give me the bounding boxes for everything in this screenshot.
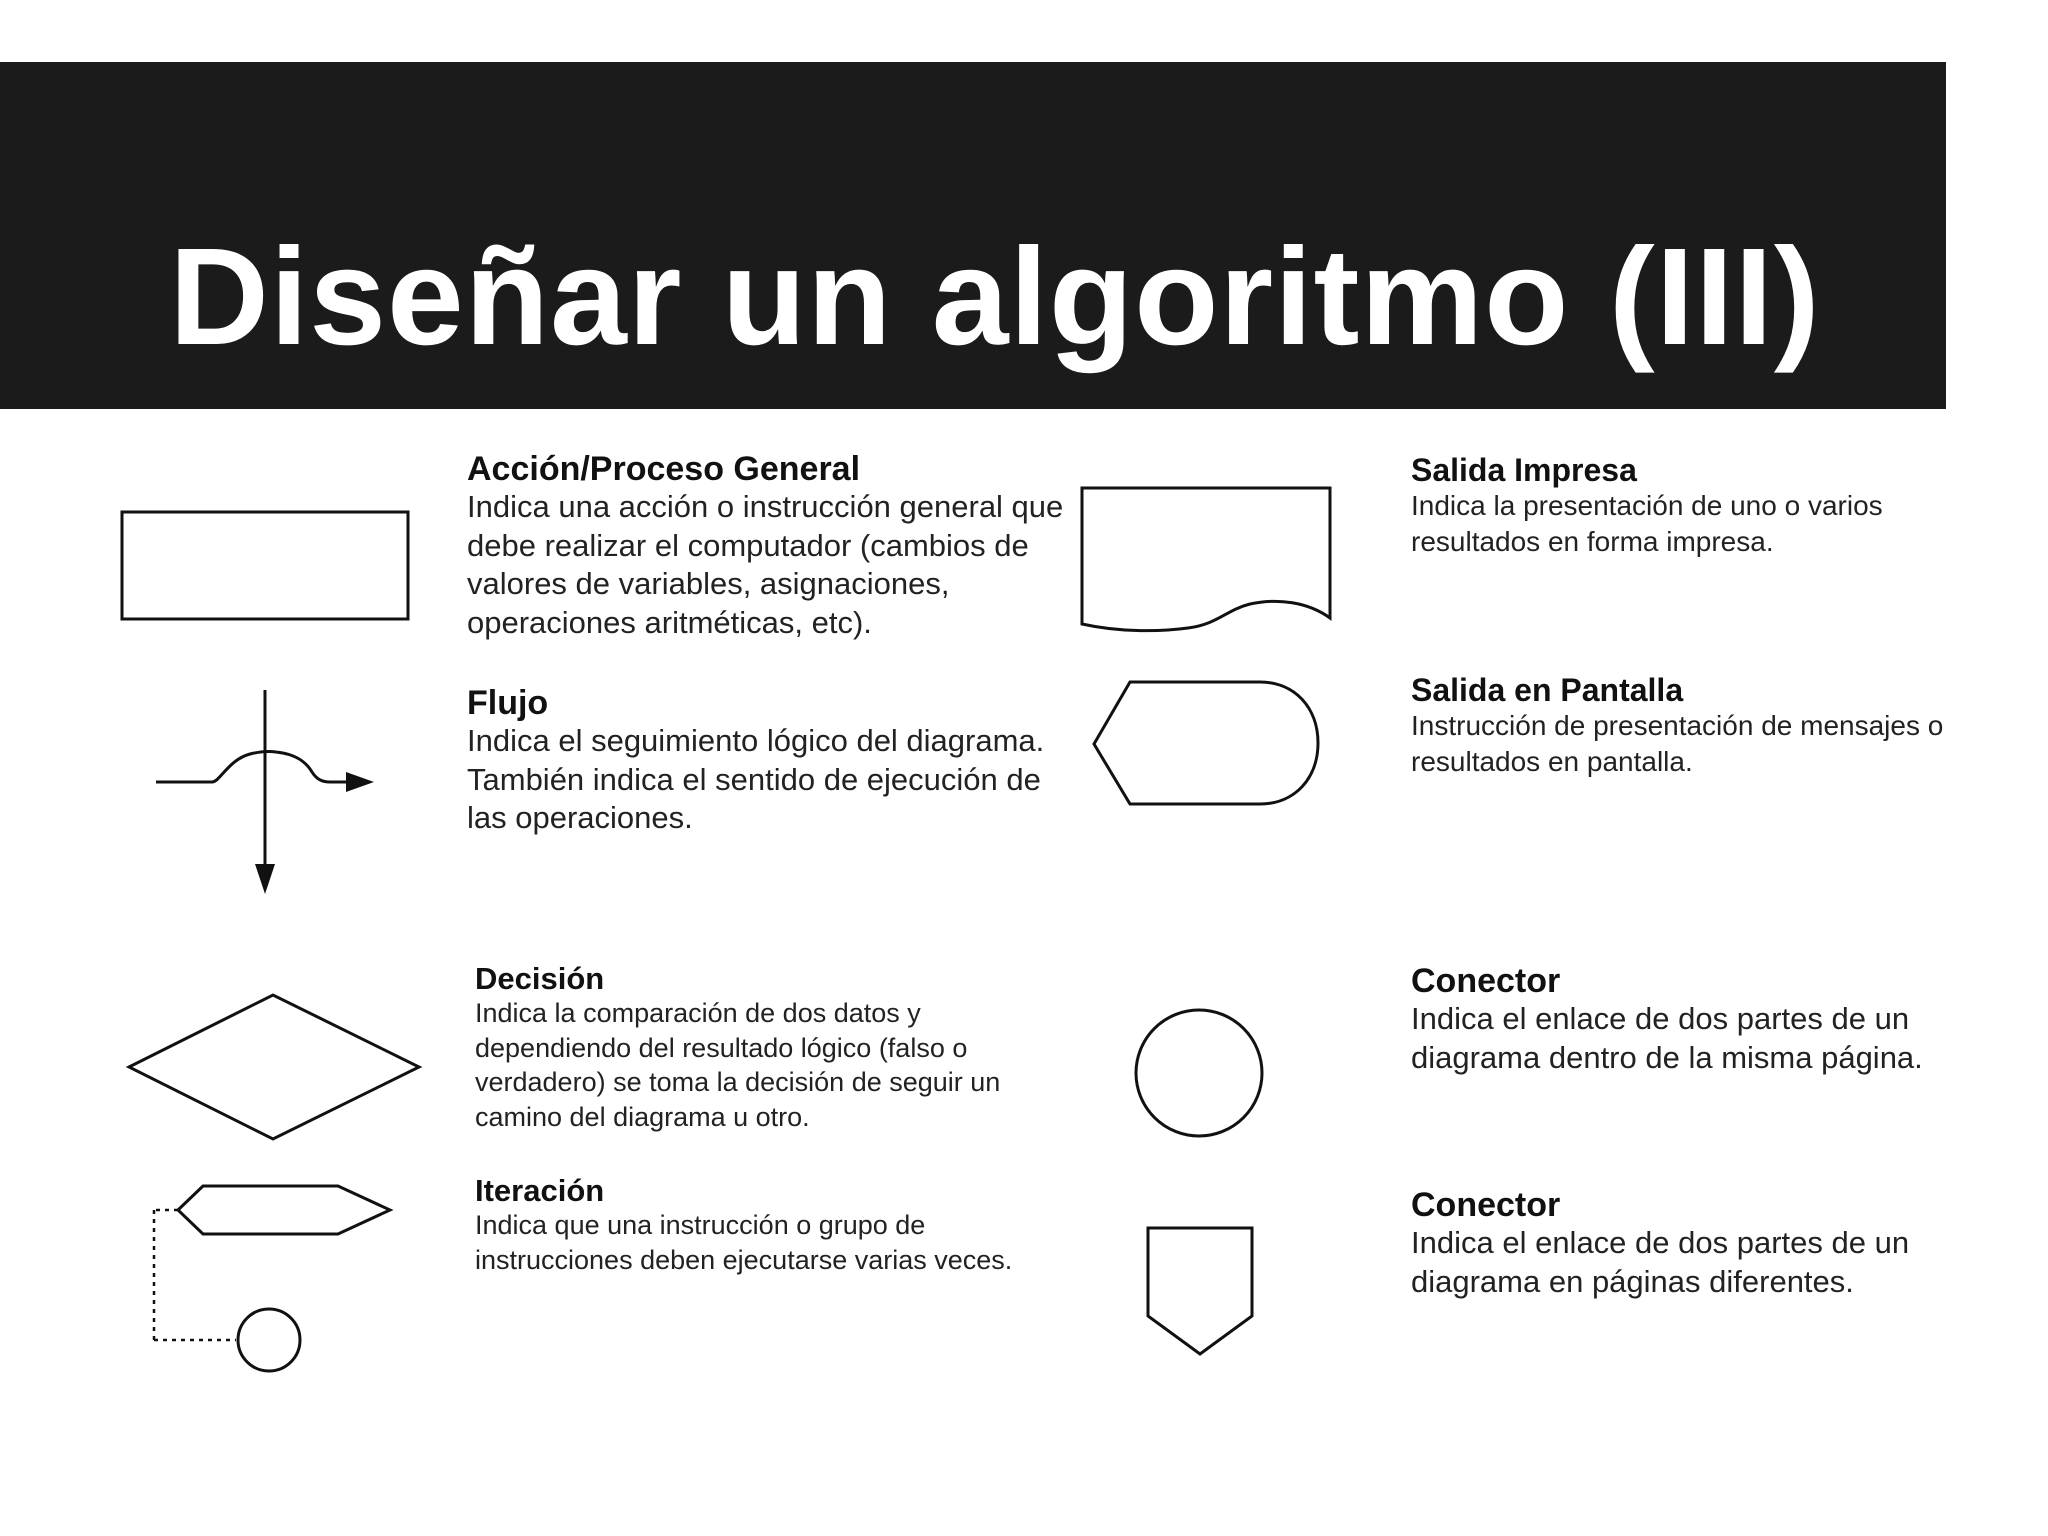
screen-output-display-symbol xyxy=(1090,678,1324,808)
screen-output-text: Instrucción de presentación de mensajes o resultados en pantalla. xyxy=(1411,710,1944,777)
iteration-title: Iteración xyxy=(475,1173,605,1208)
off-page-connector-symbol xyxy=(1144,1224,1256,1360)
on-page-connector-circle-symbol xyxy=(1132,1006,1266,1140)
printed-output-title: Salida Impresa xyxy=(1411,452,1637,488)
flow-arrow-symbol xyxy=(150,688,380,898)
process-title: Acción/Proceso General xyxy=(467,450,861,488)
decision-text: Indica la comparación de dos datos y dependiendo del resultado lógico (falso o verdadero) se toma la decisión de seguir un camino del diagrama u otro. xyxy=(475,998,1001,1132)
off-page-connector-title: Conector xyxy=(1411,1186,1561,1224)
screen-output-description xyxy=(1411,672,1971,780)
printed-output-description xyxy=(1411,452,1971,560)
printed-output-text: Indica la presentación de uno o varios resultados en forma impresa. xyxy=(1411,490,1883,557)
flow-text: Indica el seguimiento lógico del diagrama. También indica el sentido de ejecución de las operaciones. xyxy=(467,723,1045,835)
screen-output-title: Salida en Pantalla xyxy=(1411,672,1684,708)
process-text: Indica una acción o instrucción general que debe realizar el computador (cambios de valores de variables, asignaciones, operaciones aritméticas, etc). xyxy=(467,489,1064,640)
iteration-description xyxy=(475,1174,1015,1277)
decision-title: Decisión xyxy=(475,961,605,996)
slide-title: Diseñar un algoritmo (III) xyxy=(169,220,1821,374)
off-page-connector-text: Indica el enlace de dos partes de un diagrama en páginas diferentes. xyxy=(1411,1225,1910,1299)
decision-description xyxy=(475,962,1015,1134)
on-page-connector-description xyxy=(1411,962,1971,1077)
process-description xyxy=(467,450,1067,642)
off-page-connector-description xyxy=(1411,1186,1971,1301)
flow-description xyxy=(467,684,1067,838)
iteration-text: Indica que una instrucción o grupo de instrucciones deben ejecutarse varias veces. xyxy=(475,1210,1013,1275)
flow-title: Flujo xyxy=(467,684,549,722)
printed-output-document-symbol xyxy=(1078,484,1334,636)
iteration-hexagon-symbol xyxy=(148,1180,398,1380)
on-page-connector-text: Indica el enlace de dos partes de un diagrama dentro de la misma página. xyxy=(1411,1001,1923,1075)
on-page-connector-title: Conector xyxy=(1411,962,1561,1000)
decision-diamond-symbol xyxy=(125,990,425,1144)
process-rectangle-symbol xyxy=(118,508,414,624)
